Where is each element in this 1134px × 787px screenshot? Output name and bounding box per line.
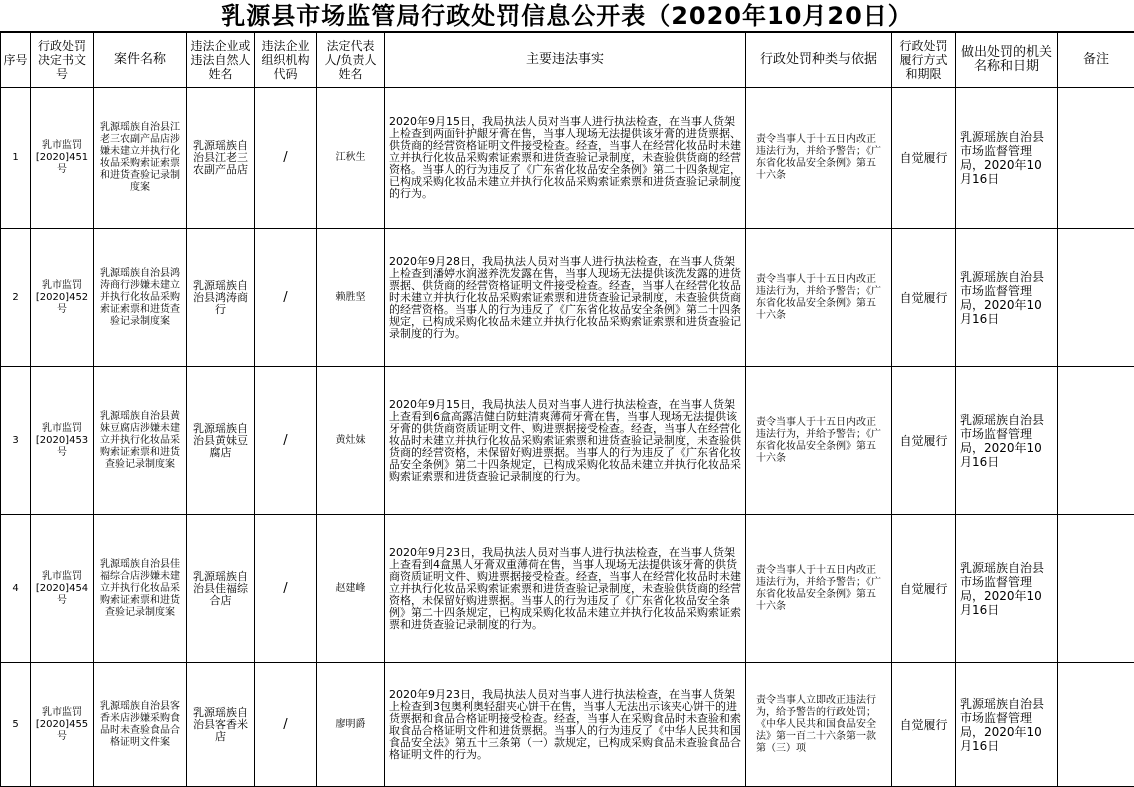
remarks	[1058, 515, 1134, 663]
case-name: 乳源瑶族自治县黄妹豆腐店涉嫌未建立并执行化妆品采购索证索票和进货查验记录制度案	[94, 367, 187, 515]
representative: 江秋生	[317, 88, 385, 229]
table-row	[1, 88, 1134, 229]
case-name: 乳源瑶族自治县江老三农副产品店涉嫌未建立并执行化妆品采购索证索票和进货查验记录制度案	[94, 88, 187, 229]
header-cell: 案件名称	[94, 33, 187, 88]
header-cell: 违法企业或违法自然人姓名	[187, 33, 255, 88]
table-header-row	[1, 33, 1134, 88]
case-name: 乳源瑶族自治县客香米店涉嫌采购食品时未查验食品合格证明文件案	[94, 663, 187, 787]
header-cell: 主要违法事实	[385, 33, 746, 88]
case-name: 乳源瑶族自治县佳福综合店涉嫌未建立并执行化妆品采购索证索票和进货查验记录制度案	[94, 515, 187, 663]
header-cell: 序号	[1, 33, 31, 88]
representative: 赖胜坚	[317, 229, 385, 367]
authority-date: 乳源瑶族自治县市场监督管理局，2020年10月16日	[956, 367, 1058, 515]
performance-method: 自觉履行	[892, 515, 956, 663]
row-number: 4	[1, 515, 31, 663]
authority-date: 乳源瑶族自治县市场监督管理局，2020年10月16日	[956, 229, 1058, 367]
penalty-basis: 责令当事人于十五日内改正违法行为，并给予警告；《广东省化妆品安全条例》第五十六条	[746, 88, 892, 229]
row-number: 5	[1, 663, 31, 787]
org-code: /	[255, 515, 317, 663]
performance-method: 自觉履行	[892, 229, 956, 367]
party-name: 乳源瑶族自治县客香米店	[187, 663, 255, 787]
violation-facts: 2020年9月23日，我局执法人员对当事人进行执法检查，在当事人货架上检查到3包奥利奥轻甜夹心饼干在售，当事人无法出示该夹心饼干的进货票据和食品合格证明接受检查。经查，当事人在采购食品时未查验和索取食品合格证明文件和进货票据。当事人的行为违反了《中华人民共和国食品安全法》第五十三条第（一）款规定，已构成采购食品未查验食品合格证明文件的行为。	[385, 663, 746, 787]
row-number: 1	[1, 88, 31, 229]
case-name: 乳源瑶族自治县鸿涛商行涉嫌未建立并执行化妆品采购索证索票和进货查验记录制度案	[94, 229, 187, 367]
org-code: /	[255, 88, 317, 229]
party-name: 乳源瑶族自治县江老三农副产品店	[187, 88, 255, 229]
table-row	[1, 229, 1134, 367]
row-number: 3	[1, 367, 31, 515]
penalty-basis: 责令当事人于十五日内改正违法行为，并给予警告；《广东省化妆品安全条例》第五十六条	[746, 515, 892, 663]
decision-number: 乳市监罚[2020]453号	[31, 367, 94, 515]
table-row	[1, 515, 1134, 663]
representative: 赵建峰	[317, 515, 385, 663]
remarks	[1058, 663, 1134, 787]
header-cell: 做出处罚的机关名称和日期	[956, 33, 1058, 88]
header-cell: 备注	[1058, 33, 1134, 88]
decision-number: 乳市监罚[2020]454号	[31, 515, 94, 663]
table-row	[1, 367, 1134, 515]
performance-method: 自觉履行	[892, 367, 956, 515]
decision-number: 乳市监罚[2020]451号	[31, 88, 94, 229]
remarks	[1058, 88, 1134, 229]
representative: 黄灶妹	[317, 367, 385, 515]
header-cell: 违法企业组织机构代码	[255, 33, 317, 88]
penalty-basis: 责令当事人于十五日内改正违法行为，并给予警告；《广东省化妆品安全条例》第五十六条	[746, 367, 892, 515]
org-code: /	[255, 663, 317, 787]
header-cell: 行政处罚决定书文号	[31, 33, 94, 88]
penalty-table	[0, 32, 1134, 787]
violation-facts: 2020年9月15日，我局执法人员对当事人进行执法检查，在当事人货架上查看到6盒高露洁健白防蛀清爽薄荷牙膏在售，当事人现场无法提供该牙膏的供货商资质证明文件、购进票据接受检查。经查，当事人在经营化妆品时未建立并执行化妆品采购索证索票和进货查验记录制度，未查验供货商的经营资格，未保留好购进票据。当事人的行为违反了《广东省化妆品安全条例》第二十四条规定，已构成采购化妆品未建立并执行化妆品采购索证索票和进货查验记录制度的行为。	[385, 367, 746, 515]
violation-facts: 2020年9月23日，我局执法人员对当事人进行执法检查，在当事人货架上查看到4盒黑人牙膏双重薄荷在售，当事人现场无法提供该牙膏的供货商资质证明文件、购进票据接受检查。经查，当事人在经营化妆品时未建立并执行化妆品采购索证索票和进货查验记录制度，未查验供货商的经营资格，未保留好购进票据。当事人的行为违反了《广东省化妆品安全条例》第二十四条规定，已构成采购化妆品未建立并执行化妆品采购索证索票和进货查验记录制度的行为。	[385, 515, 746, 663]
org-code: /	[255, 367, 317, 515]
authority-date: 乳源瑶族自治县市场监督管理局，2020年10月16日	[956, 88, 1058, 229]
row-number: 2	[1, 229, 31, 367]
party-name: 乳源瑶族自治县佳福综合店	[187, 515, 255, 663]
violation-facts: 2020年9月28日，我局执法人员对当事人进行执法检查，在当事人货架上检查到潘婷水润滋养洗发露在售，当事人现场无法提供该洗发露的进货票据、供货商的经营资格证明文件接受检查。经查，当事人在经营化妆品时未建立并执行化妆品采购索证索票和进货查验记录制度，未查验供货商的经营资格。当事人的行为违反了《广东省化妆品安全条例》第二十四条规定，已构成采购化妆品未建立并执行化妆品采购索证索票和进货查验记录制度的行为。	[385, 229, 746, 367]
decision-number: 乳市监罚[2020]455号	[31, 663, 94, 787]
authority-date: 乳源瑶族自治县市场监督管理局，2020年10月16日	[956, 515, 1058, 663]
penalty-basis: 责令当事人立即改正违法行为，给予警告的行政处罚；《中华人民共和国食品安全法》第一百二十六条第一款第（三）项	[746, 663, 892, 787]
header-cell: 行政处罚种类与依据	[746, 33, 892, 88]
performance-method: 自觉履行	[892, 663, 956, 787]
penalty-basis: 责令当事人于十五日内改正违法行为，并给予警告；《广东省化妆品安全条例》第五十六条	[746, 229, 892, 367]
decision-number: 乳市监罚[2020]452号	[31, 229, 94, 367]
authority-date: 乳源瑶族自治县市场监督管理局，2020年10月16日	[956, 663, 1058, 787]
page-title: 乳源县市场监管局行政处罚信息公开表（2020年10月20日）	[0, 0, 1134, 32]
violation-facts: 2020年9月15日，我局执法人员对当事人进行执法检查，在当事人货架上检查到两面针护龈牙膏在售，当事人现场无法提供该牙膏的进货票据、供货商的经营资格证明文件接受检查。经查，当事人在经营化妆品时未建立并执行化妆品采购索证索票和进货查验记录制度，未查验供货商的经营资格。当事人的行为违反了《广东省化妆品安全条例》第二十四条规定，已构成采购化妆品未建立并执行化妆品采购索证索票和进货查验记录制度的行为。	[385, 88, 746, 229]
party-name: 乳源瑶族自治县黄妹豆腐店	[187, 367, 255, 515]
header-cell: 法定代表人/负责人姓名	[317, 33, 385, 88]
header-cell: 行政处罚履行方式和期限	[892, 33, 956, 88]
party-name: 乳源瑶族自治县鸿涛商行	[187, 229, 255, 367]
org-code: /	[255, 229, 317, 367]
table-row	[1, 663, 1134, 787]
performance-method: 自觉履行	[892, 88, 956, 229]
remarks	[1058, 229, 1134, 367]
representative: 廖明爵	[317, 663, 385, 787]
remarks	[1058, 367, 1134, 515]
